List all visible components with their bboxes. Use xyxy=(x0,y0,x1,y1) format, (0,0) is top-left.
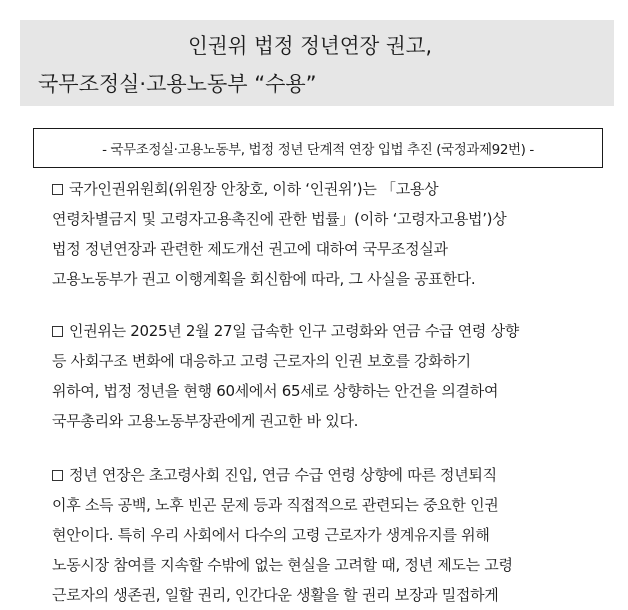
square-bullet-icon xyxy=(52,470,63,481)
paragraph-line: 이후 소득 공백, 노후 빈곤 문제 등과 직접적으로 관련되는 중요한 인권 xyxy=(52,496,499,514)
paragraph-line-text: 인권위는 2025년 2월 27일 급속한 인구 고령화와 연금 수급 연령 상향 xyxy=(69,322,519,340)
square-bullet-icon xyxy=(52,184,63,195)
title-box xyxy=(20,20,614,106)
subtitle-box xyxy=(33,128,603,168)
paragraph-line: 근로자의 생존권, 일할 권리, 인간다운 생활을 할 권리 보장과 밀접하게 xyxy=(52,586,499,604)
paragraph-line: 국무총리와 고용노동부장관에게 권고한 바 있다. xyxy=(52,412,359,430)
paragraph-line: 연령차별금지 및 고령자고용촉진에 관한 법률」(이하 ‘고령자고용법’)상 xyxy=(52,210,507,228)
title-line-2: 국무조정실·고용노동부 “수용” xyxy=(38,72,317,96)
paragraph-2 xyxy=(52,316,608,436)
square-bullet-icon xyxy=(52,326,63,337)
subtitle-text: - 국무조정실·고용노동부, 법정 정년 단계적 연장 입법 추진 (국정과제92번) - xyxy=(102,142,534,158)
paragraph-3 xyxy=(52,460,608,610)
paragraph-line-text: 국가인권위원회(위원장 안창호, 이하 ‘인권위’)는 「고용상 xyxy=(69,180,439,198)
title-line-1: 인권위 법정 정년연장 권고, xyxy=(188,34,432,58)
paragraph-line xyxy=(52,460,608,490)
paragraph-line xyxy=(52,174,608,204)
paragraph-line-text: 정년 연장은 초고령사회 진입, 연금 수급 연령 상향에 따른 정년퇴직 xyxy=(69,466,497,484)
paragraph-line: 법정 정년연장과 관련한 제도개선 권고에 대하여 국무조정실과 xyxy=(52,240,448,258)
paragraph-line: 등 사회구조 변화에 대응하고 고령 근로자의 인권 보호를 강화하기 xyxy=(52,352,471,370)
paragraph-line: 노동시장 참여를 지속할 수밖에 없는 현실을 고려할 때, 정년 제도는 고령 xyxy=(52,556,513,574)
paragraph-line xyxy=(52,316,608,346)
paragraph-line: 현안이다. 특히 우리 사회에서 다수의 고령 근로자가 생계유지를 위해 xyxy=(52,526,490,544)
paragraph-line: 위하여, 법정 정년을 현행 60세에서 65세로 상향하는 안건을 의결하여 xyxy=(52,382,499,400)
paragraph-line: 고용노동부가 권고 이행계획을 회신함에 따라, 그 사실을 공표한다. xyxy=(52,270,476,288)
paragraph-1 xyxy=(52,174,608,294)
